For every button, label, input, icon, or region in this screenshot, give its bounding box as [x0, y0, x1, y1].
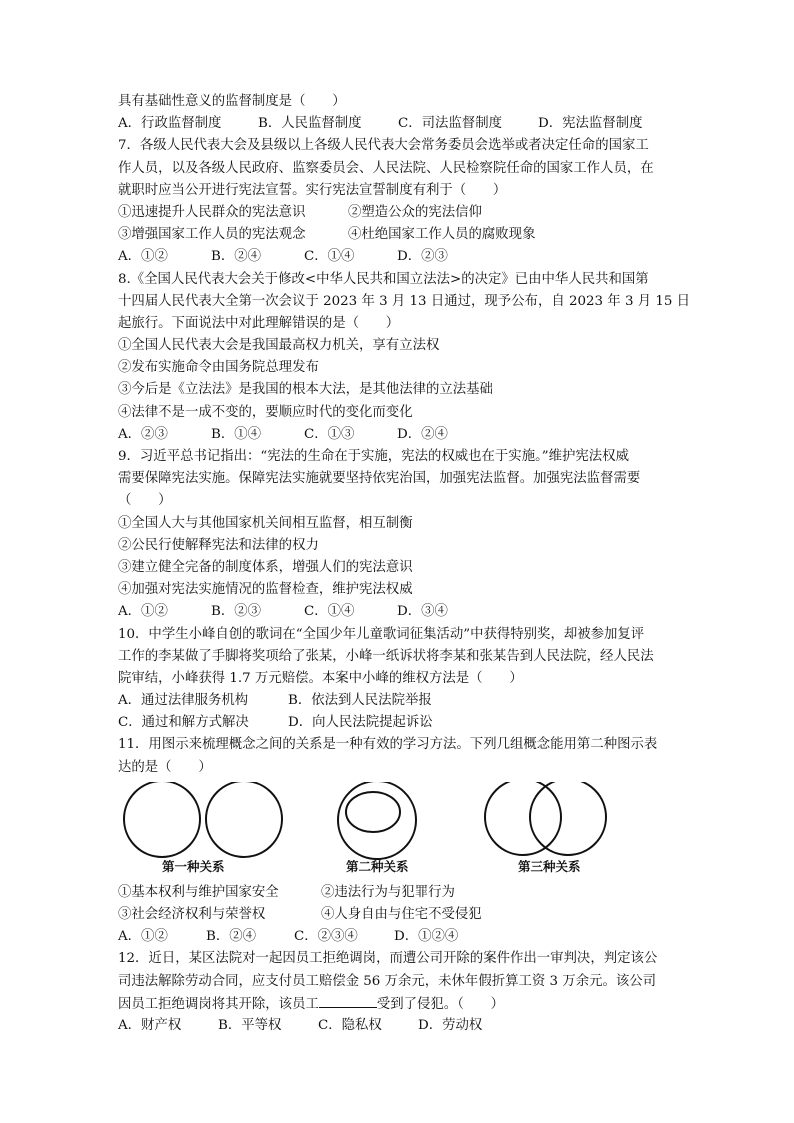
q8-option-c[interactable]: C．①③ [304, 426, 355, 442]
q12-option-a[interactable]: A．财产权 [118, 1017, 182, 1033]
q12-stem-line-3 [118, 993, 678, 1015]
q11-statements-row-1 [118, 882, 678, 904]
q8-option-d[interactable]: D．②④ [397, 426, 448, 442]
q8-stem-line-3: 起旅行。下面说法中对此理解错误的是（ ） [118, 315, 400, 331]
diagram-separate-circles [124, 782, 282, 857]
q9-option-b[interactable]: B．②③ [211, 604, 262, 620]
q11-option-d[interactable]: D．①②④ [394, 929, 459, 945]
q7-stem-line-3: 就职时应当公开进行宪法宣誓。实行宪法宣誓制度有利于（ ） [118, 182, 507, 198]
q9-stem-line-2: 需要保障宪法实施。保障宪法实施就要坚持依宪治国，加强宪法监督。加强宪法监督需要 [118, 471, 641, 487]
q6-stem: 具有基础性意义的监督制度是（ ） [118, 94, 346, 109]
q11-option-a[interactable]: A．①② [118, 929, 168, 945]
q7-option-d[interactable]: D．②③ [397, 249, 448, 265]
q7-statement-2: ②塑造公众的宪法信仰 [348, 204, 482, 220]
q7-stem-line-1: 7．各级人民代表大会及县级以上各级人民代表大会常务委员会选举或者决定任命的国家工 [118, 138, 649, 154]
q7-option-b[interactable]: B．②④ [211, 249, 262, 265]
q12-stem-after-blank: 受到了侵犯。（ ） [376, 996, 505, 1012]
q8-stem-line-2: 十四届人民代表大全第一次会议于 2023 年 3 月 13 日通过，现予公布，自 2023 年 3 月 15 日 [118, 293, 691, 309]
q11-statement-3: ③社会经济权利与荣誉权 [118, 907, 266, 922]
relationship-diagrams [118, 782, 678, 878]
overlap-circle-right [530, 782, 606, 855]
q9-statement-4: ④加强对宪法实施情况的监督检查，维护宪法权威 [118, 582, 413, 598]
diagram-overlapping-circles [485, 782, 606, 855]
q10-options-row-1 [118, 690, 678, 712]
q6-options [118, 113, 678, 135]
separate-circle-right [206, 782, 282, 857]
caption-first-relationship: 第一种关系 [162, 858, 225, 874]
q12-stem-line-1: 12．近日，某区法院对一起因员工拒绝调岗，而遭公司开除的案件作出一审判决，判定该公 [118, 951, 658, 967]
q11-stem-line-2: 达的是（ ） [118, 759, 212, 775]
q8-option-b[interactable]: B．①④ [211, 426, 262, 442]
q6-option-a[interactable]: A．行政监督制度 [118, 116, 222, 132]
q9-options [118, 601, 678, 623]
q8-statement-1: ①全国人民代表大会是我国最高权力机关，享有立法权 [118, 338, 440, 354]
q11-statements-row-2 [118, 904, 678, 926]
exam-page [118, 91, 691, 1037]
q6-option-c[interactable]: C．司法监督制度 [398, 116, 502, 132]
q6-option-b[interactable]: B．人民监督制度 [258, 116, 362, 132]
q8-statement-3: ③今后是《立法法》是我国的根本大法，是其他法律的立法基础 [118, 382, 493, 398]
q7-options [118, 246, 678, 268]
overlap-circle-left [485, 782, 561, 855]
q12-stem-before-blank: 因员工拒绝调岗将其开除，该员工 [118, 996, 319, 1012]
q7-statement-1: ①迅速提升人民群众的宪法意识 [118, 204, 306, 220]
q11-statement-2: ②违法行为与犯罪行为 [321, 884, 455, 900]
q10-option-b[interactable]: B．依法到人民法院举报 [288, 693, 432, 709]
q12-option-c[interactable]: C．隐私权 [318, 1017, 382, 1033]
outer-circle [338, 782, 416, 859]
q7-stem-line-2: 作人员，以及各级人民政府、监察委员会、人民法院、人民检察院任命的国家工作人员，在 [118, 160, 654, 176]
q9-statement-1: ①全国人大与其他国家机关间相互监督，相互制衡 [118, 515, 413, 531]
q9-option-c[interactable]: C．①④ [304, 604, 355, 620]
q7-statements-row-1 [118, 202, 678, 224]
q10-stem-line-2: 工作的李某做了手脚将奖项给了张某，小峰一纸诉状将李某和张某告到人民法院，经人民法 [118, 648, 654, 664]
q11-statement-1: ①基本权利与维护国家安全 [118, 884, 279, 900]
q7-statements-row-2 [118, 224, 678, 246]
q12-option-d[interactable]: D．劳动权 [418, 1017, 483, 1033]
q11-stem-line-1: 11．用图示来梳理概念之间的关系是一种有效的学习方法。下列几组概念能用第二种图示表 [118, 737, 658, 753]
q10-options-row-2 [118, 712, 678, 734]
q9-statement-2: ②公民行使解释宪法和法律的权力 [118, 537, 319, 553]
answer-blank[interactable] [319, 993, 377, 1008]
q7-option-c[interactable]: C．①④ [304, 249, 355, 265]
q12-options [118, 1015, 678, 1037]
q10-stem-line-3: 院审结，小峰获得 1.7 万元赔偿。本案中小峰的维权方法是（ ） [118, 670, 523, 686]
q9-option-d[interactable]: D．③④ [397, 604, 448, 620]
q11-option-c[interactable]: C．②③④ [294, 929, 358, 945]
q9-stem-line-3: （ ） [118, 493, 172, 509]
q11-options [118, 926, 678, 948]
diagram-nested-circles [338, 782, 416, 859]
q9-statement-3: ③建立健全完备的制度体系，增强人们的宪法意识 [118, 559, 413, 575]
inner-ellipse [346, 792, 400, 832]
q8-options [118, 424, 678, 446]
q6-option-d[interactable]: D．宪法监督制度 [538, 116, 643, 132]
q7-statement-4: ④杜绝国家工作人员的腐败现象 [348, 227, 536, 243]
q9-stem-line-1: 9．习近平总书记指出：“宪法的生命在于实施，宪法的权威也在于实施。”维护宪法权威 [118, 449, 629, 464]
q11-option-b[interactable]: B．②④ [206, 929, 257, 945]
q8-stem-line-1: 8.《全国人民代表大会关于修改<中华人民共和国立法法>的决定》已由中华人民共和国第 [118, 271, 649, 287]
q10-option-c[interactable]: C．通过和解方式解决 [118, 715, 249, 731]
separate-circle-left [124, 782, 200, 857]
q11-statement-4: ④人身自由与住宅不受侵犯 [321, 907, 482, 922]
caption-second-relationship: 第二种关系 [346, 858, 409, 874]
q7-statement-3: ③增强国家工作人员的宪法观念 [118, 227, 306, 243]
q10-stem-line-1: 10．中学生小峰自创的歌词在“全国少年儿童歌词征集活动”中获得特别奖，却被参加复评 [118, 626, 645, 642]
q10-option-d[interactable]: D．向人民法院提起诉讼 [288, 715, 433, 731]
caption-third-relationship: 第三种关系 [518, 858, 581, 874]
q12-option-b[interactable]: B．平等权 [218, 1017, 282, 1033]
q10-option-a[interactable]: A．通过法律服务机构 [118, 693, 249, 709]
q12-stem-line-2: 司违法解除劳动合同，应支付员工赔偿金 56 万余元，未休年假折算工资 3 万余元。该公司 [118, 973, 657, 989]
q9-option-a[interactable]: A．①② [118, 604, 168, 620]
q7-option-a[interactable]: A．①② [118, 249, 168, 265]
q8-statement-4: ④法律不是一成不变的，要顺应时代的变化而变化 [118, 404, 413, 420]
q8-statement-2: ②发布实施命令由国务院总理发布 [118, 360, 319, 376]
q8-option-a[interactable]: A．②③ [118, 426, 168, 442]
